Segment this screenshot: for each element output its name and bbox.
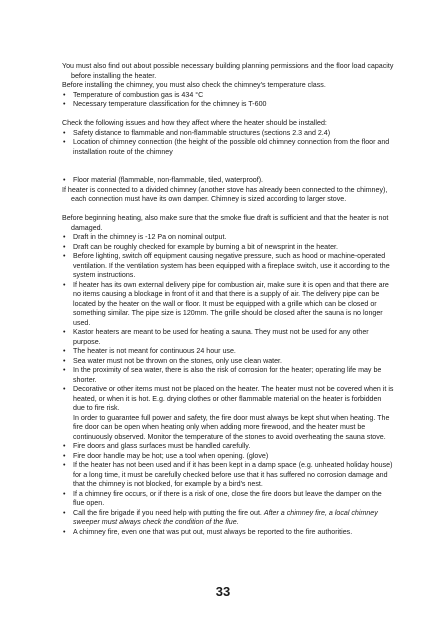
list-item: • Draft in the chimney is -12 Pa on nominal output. [63,233,227,241]
list-item: • Sea water must not be thrown on the stones, only use clean water. [63,356,282,365]
bullet-icon: • [63,242,66,251]
fire-door-paragraph: In order to guarantee full power and safety, the fire door must always be kept shut when heating. The fire door can be open when heating only when adding more firewood, and the heater must be continuously observed. Monitor the temperature of the stones to avoid overheating the sauna stove. [73,413,390,441]
paragraph-permissions: You must also find out about possible necessary building planning permissions and the floor load capacity before installing the heater. [62,62,394,80]
bullet-icon: • [63,461,66,469]
bullet-icon: • [63,100,66,108]
bullet-icon: • [63,328,66,336]
document-body [62,62,394,537]
list-item: • Decorative or other items must not be placed on the heater. The heater must not be covered when it is heated, or when it is hot. E.g. drying clothes or other flammable material on the heater is forbidden due to fire risk. In order to guarantee full power and safety, the fire door must always be kept shut when heating. The fire door can be open when heating only when adding more firewood, and the heater must be continuously observed. Monitor the temperature of the stones to avoid overheating the sauna stove. [63,385,394,441]
list-item: • Safety distance to flammable and non-flammable structures (sections 2.3 and 2.4) [63,128,331,137]
bullet-icon: • [63,138,66,146]
heating-list [62,233,394,442]
floor-list [62,176,394,186]
list-item: • Before lighting, switch off equipment causing negative pressure, such as hood or machine-operated ventilation. If the ventilation system has been equipped with a fireplace switch, use it according to the system instructions. [63,252,390,279]
list-item: • Fire door handle may be hot; use a tool when opening. (glove) [63,451,269,460]
paragraph-temperature-class: Before installing the chimney, you must also check the chimney's temperature class. [62,81,326,89]
list-item: • If a chimney fire occurs, or if there is a risk of one, close the fire doors but leave the damper on the flue open. [63,489,382,507]
bullet-icon: • [63,442,66,450]
list-item: • Call the fire brigade if you need help with putting the fire out. After a chimney fire, a local chimney sweeper must always check the condition of the flue. [63,508,378,526]
issues-list [62,129,394,158]
list-item: • If heater has its own external delivery pipe for combustion air, make sure it is open and that there are no items causing a blockage in front of it and that there is a supply of air. The delivery pipe can be located by the heater on the wall or floor. It must be equipped with a grille which can be closed or something similar. The pipe size is 120mm. The grille should be closed after the sauna is no longer used. [63,280,389,327]
list-item: • Draft can be roughly checked for example by burning a bit of newsprint in the heater. [63,242,338,251]
paragraph-divided-chimney: If heater is connected to a divided chimney (another stove has already been connected to the chimney), each connection must have its own damper. Chimney is sized according to larger stove. [62,185,388,203]
bullet-icon: • [63,280,66,289]
bullet-icon: • [63,176,66,184]
handling-list [62,442,394,537]
list-item: • The heater is not meant for continuous 24 hour use. [63,347,236,355]
bullet-icon: • [63,90,66,99]
list-item: • If the heater has not been used and if it has been kept in a damp space (e.g. unheated holiday house) for a long time, it must be carefully checked before use that it has suffered no corrosion damage and that the chimney is not blocked, for example by a bird's nest. [63,461,393,488]
list-item: • Temperature of combustion gas is 434 °C [63,90,204,99]
bullet-icon: • [63,508,66,517]
list-item: • Floor material (flammable, non-flammable, tiled, waterproof). [63,176,264,184]
bullet-icon: • [63,233,66,241]
bullet-icon: • [63,489,66,498]
bullet-icon: • [63,527,66,536]
paragraph-before-heating: Before beginning heating, also make sure that the smoke flue draft is sufficient and that the heater is not damaged. [62,214,389,232]
paragraph-check-issues: Check the following issues and how they affect where the heater should be installed: [62,119,327,127]
list-item: • In the proximity of sea water, there is also the risk of corrosion for the heater; operating life may be shorter. [63,366,382,384]
temperature-list [62,91,394,110]
bullet-icon: • [63,347,66,355]
bullet-icon: • [63,451,66,460]
page-number: 33 [215,584,231,599]
list-item: • Necessary temperature classification for the chimney is T-600 [63,100,267,108]
list-item: • Location of chimney connection (the height of the possible old chimney connection from the floor and installation route of the chimney [63,138,390,156]
list-item: • Fire doors and glass surfaces must be handled carefully. [63,442,251,450]
list-item: • Kastor heaters are meant to be used for heating a sauna. They must not be used for any other purpose. [63,328,369,346]
bullet-icon: • [63,366,66,374]
bullet-icon: • [63,252,66,260]
list-item: • A chimney fire, even one that was put out, must always be reported to the fire authorities. [63,527,353,536]
bullet-icon: • [63,385,66,393]
bullet-icon: • [63,356,66,365]
bullet-icon: • [63,128,66,137]
